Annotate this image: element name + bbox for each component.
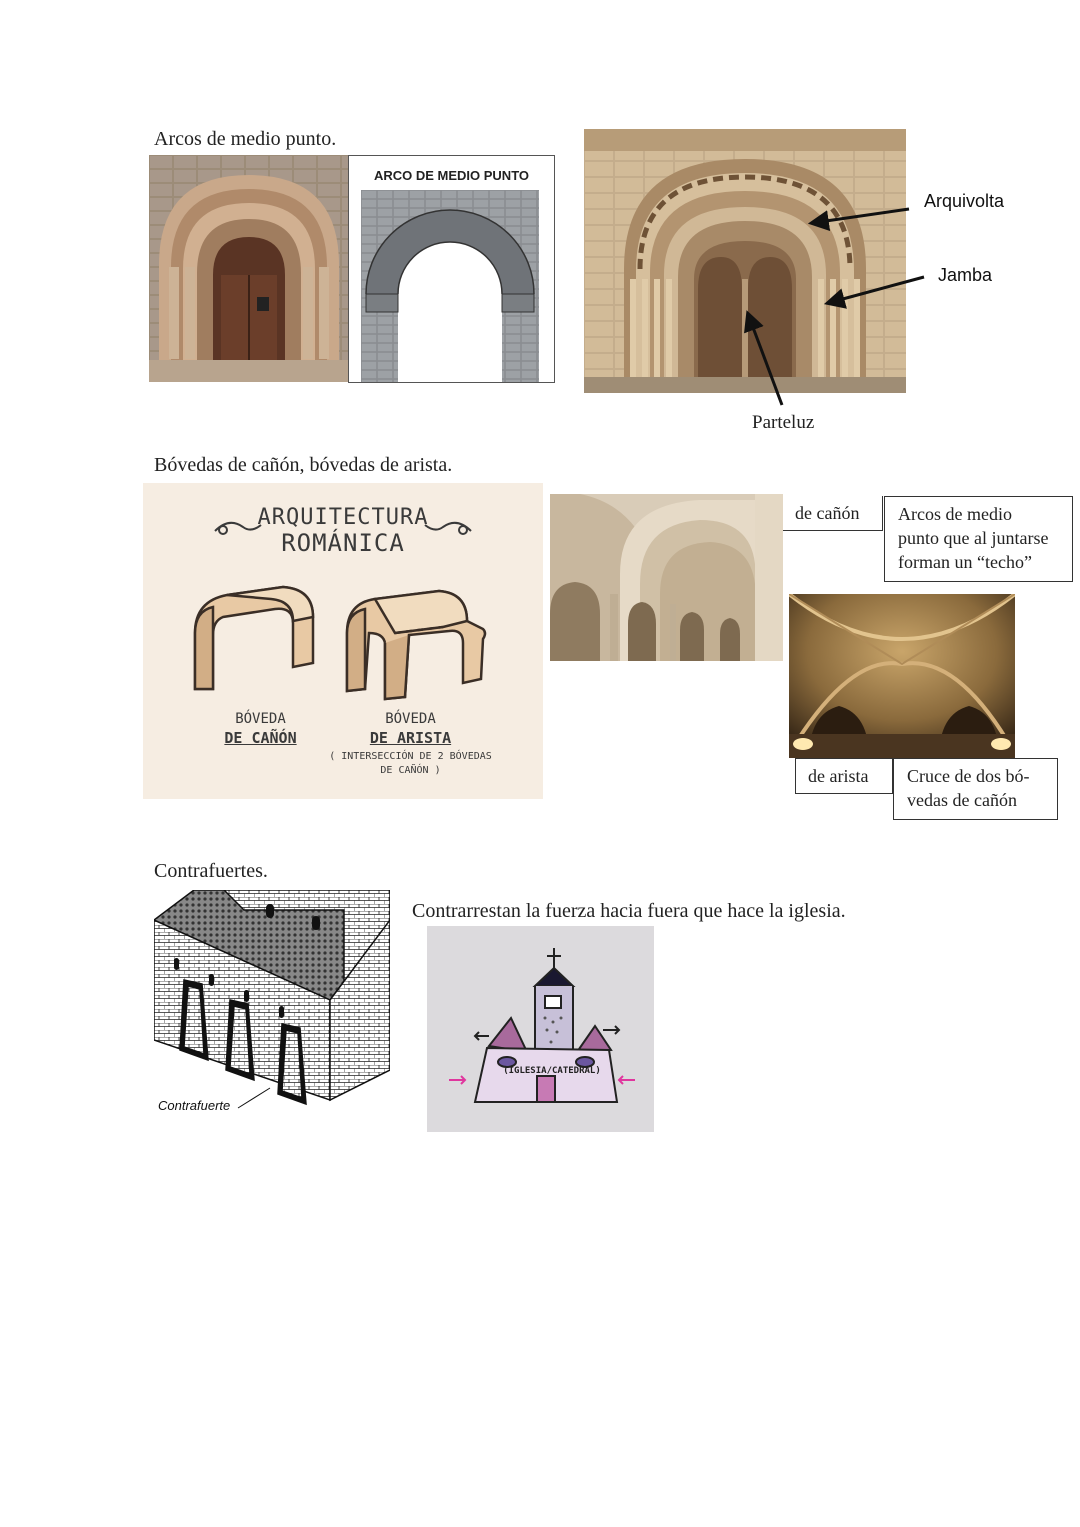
- vaults-heading: Bóvedas de cañón, bóvedas de arista.: [154, 454, 453, 476]
- romanesque-illustration: [143, 483, 543, 799]
- portal-arrows: [584, 129, 1080, 429]
- mullion-label: Parteluz: [752, 412, 815, 433]
- archivolt-label: Arquivolta: [924, 191, 1005, 211]
- arch-diagram-title: ARCO DE MEDIO PUNTO: [373, 168, 530, 183]
- buttress-label: Contrafuerte: [158, 1098, 231, 1113]
- buttress-description: Contrarrestan la fuerza hacia fuera que hace la iglesia.: [412, 900, 846, 922]
- groin-desc-line-1: Cruce de dos bó-: [907, 766, 1030, 786]
- groin-vault-photo: [789, 594, 1015, 758]
- groin-description: [893, 758, 1058, 820]
- barrel-description: [884, 496, 1073, 582]
- illustration-title-1: ARQUITECTURA: [257, 505, 429, 530]
- groin-caption-1: BÓVEDA: [385, 711, 436, 727]
- buttresses-heading: Contrafuertes.: [154, 860, 268, 882]
- barrel-caption-1: BÓVEDA: [235, 711, 286, 727]
- barrel-vault-photo: [550, 494, 783, 661]
- barrel-caption-2: DE CAÑÓN: [224, 729, 297, 747]
- arches-heading: Arcos de medio punto.: [154, 128, 337, 150]
- barrel-desc-line-2: punto que al juntarse: [898, 528, 1049, 548]
- arch-diagram: [348, 155, 555, 383]
- church-sketch: [427, 926, 654, 1132]
- groin-note-1: ( INTERSECCIÓN DE 2 BÓVEDAS: [329, 751, 492, 762]
- groin-desc-line-2: vedas de cañón: [907, 790, 1017, 810]
- illustration-title-2: ROMÁNICA: [281, 529, 405, 557]
- sketch-label: (IGLESIA/CATEDRAL): [503, 1066, 601, 1076]
- groin-label: de arista: [795, 758, 893, 794]
- barrel-desc-line-3: forman un “techo”: [898, 552, 1032, 572]
- groin-caption-2: DE ARISTA: [369, 729, 452, 747]
- doorway-photo: [149, 155, 348, 382]
- jamb-label: Jamba: [938, 265, 993, 285]
- buttress-diagram: [154, 890, 390, 1118]
- groin-note-2: DE CAÑÓN ): [380, 765, 441, 776]
- barrel-desc-line-1: Arcos de medio: [898, 504, 1012, 524]
- barrel-label: de cañón: [783, 496, 883, 531]
